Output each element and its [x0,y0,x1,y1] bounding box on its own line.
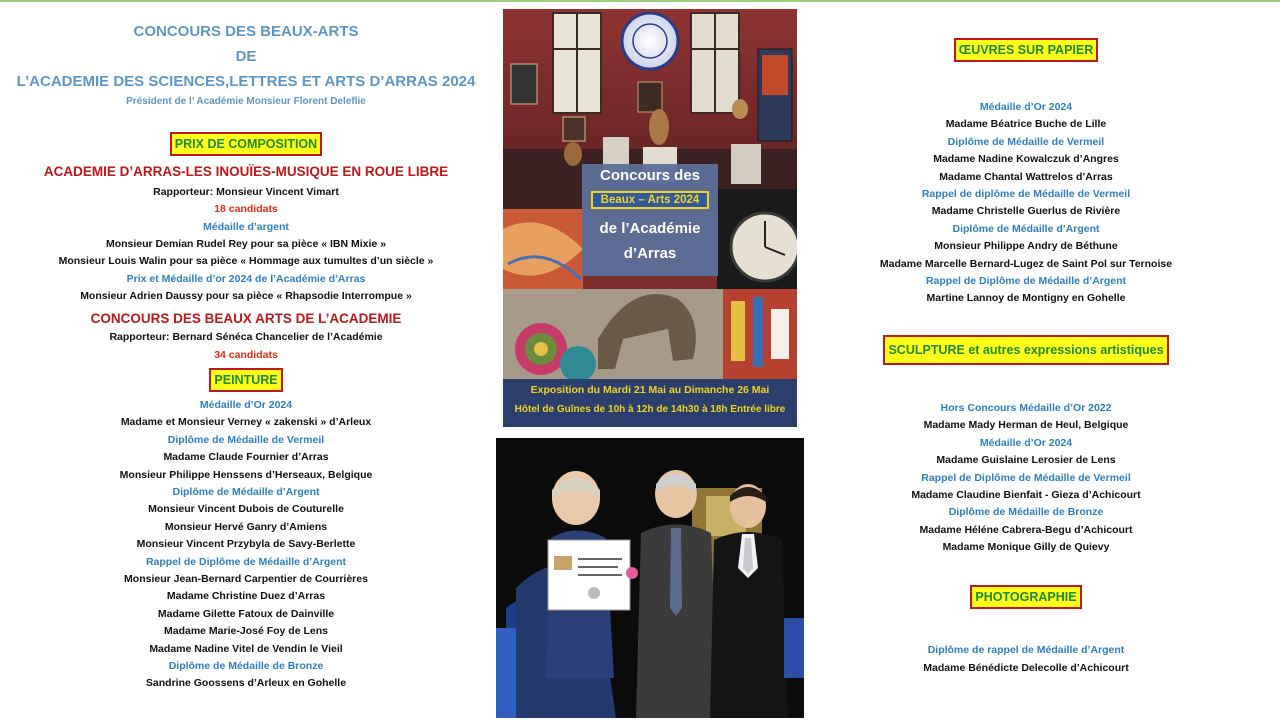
peinture-laureate: Monsieur Vincent Przybyla de Savy-Berlette [136,538,356,551]
poster-title-line-2: de l’Académie [599,220,701,237]
papier-laureate: Madame Nadine Kowalczuk d’Angres [933,153,1119,166]
header-line-1: CONCOURS DES BEAUX-ARTS [133,23,359,40]
sculpture-award-category: Diplôme de Médaille de Bronze [948,506,1104,519]
award-ceremony-photo [496,438,804,718]
peinture-award-category: Diplôme de Médaille d’Argent [172,486,320,498]
papier-laureate: Madame Christelle Guerlus de Rivière [931,205,1121,218]
oeuvres-papier-label: ŒUVRES SUR PAPIER [954,38,1099,62]
candidats-musique: 18 candidats [214,203,278,215]
sculpture-award-category: Médaille d’Or 2024 [979,436,1073,449]
papier-laureate: Madame Chantal Wattrelos d’Arras [939,170,1113,183]
laureat-musique-2: Monsieur Louis Walin pour sa pièce « Hommage aux tumultes d’un siècle » [58,255,434,267]
peinture-laureate: Monsieur Vincent Dubois de Couturelle [148,503,344,516]
exhibition-poster [503,9,797,427]
medaille-argent-musique: Médaille d’argent [203,221,289,233]
peinture-laureate: Sandrine Goossens d’Arleux en Gohelle [145,677,347,690]
papier-laureate: Madame Marcelle Bernard-Lugez de Saint Pol sur Ternoise [879,257,1173,270]
poster-expo-dates: Exposition du Mardi 21 Mai au Dimanche 26 Mai [530,384,770,396]
peinture-laureate: Monsieur Philippe Henssens d’Herseaux, Belgique [119,468,373,481]
papier-award-category: Rappel de diplôme de Médaille de Vermeil [921,188,1131,200]
header-line-2: DE [235,48,257,65]
ceremony-photo-image [496,438,804,718]
peinture-laureate: Madame Claude Fournier d’Arras [163,451,329,464]
poster-artwork [503,9,797,427]
candidats-concours: 34 candidats [214,349,278,361]
papier-laureate: Monsieur Philippe Andry de Béthune [934,240,1118,253]
rapporteur-concours: Rapporteur: Bernard Sénéca Chancelier de l’Académie [109,331,383,343]
peinture-laureate: Madame Nadine Vitel de Vendin le Vieil [149,642,343,655]
laureat-musique-1: Monsieur Demian Rudel Rey pour sa pièce « IBN Mixie » [105,238,387,250]
president-line: Président de l’ Académie Monsieur Florent Deleflie [126,96,366,107]
papier-award-category: Diplôme de Médaille d’Argent [952,222,1100,235]
peinture-award-category: Diplôme de Médaille de Vermeil [167,433,325,446]
photographie-laureate: Madame Bénédicte Delecolle d’Achicourt [923,662,1129,674]
sculpture-laureate: Madame Monique Gilly de Quievy [942,541,1110,554]
sculpture-laureate: Madame Héléne Cabrera-Begu d’Achicourt [919,523,1133,536]
papier-award-category: Médaille d’Or 2024 [979,101,1073,113]
sculpture-laureate: Madame Guislaine Lerosier de Lens [936,454,1116,467]
peinture-laureate: Monsieur Jean-Bernard Carpentier de Courrières [124,573,368,585]
peinture-award-category: Rappel de Diplôme de Médaille d’Argent [145,555,347,568]
sculpture-laureate: Madame Claudine Bienfait - Gieza d’Achicourt [911,489,1141,501]
poster-title-line-1: Concours des [599,167,701,184]
papier-laureate: Madame Béatrice Buche de Lille [945,118,1107,131]
peinture-laureate: Madame et Monsieur Verney « zakenski » d’Arleux [120,416,372,429]
poster-hotel-hours: Hôtel de Guînes de 10h à 12h de 14h30 à 18h Entrée libre [514,404,786,415]
sculpture-award-category: Rappel de Diplôme de Médaille de Vermeil [921,471,1131,484]
prix-or-musique: Prix et Médaille d’or 2024 de l’Académie d’Arras [126,273,366,285]
left-column [10,0,482,720]
poster-title-line-3: d’Arras [623,245,677,262]
prix-or-laureat: Monsieur Adrien Daussy pour sa pièce « Rhapsodie Interrompue » [80,290,412,302]
peinture-laureate: Monsieur Hervé Ganry d’Amiens [164,520,328,533]
peinture-laureate: Madame Christine Duez d’Arras [166,590,326,603]
right-column [826,0,1226,720]
sculpture-laureate: Madame Mady Herman de Heul, Belgique [923,419,1129,432]
peinture-label: PEINTURE [209,368,282,392]
photographie-label: PHOTOGRAPHIE [970,585,1081,609]
prix-composition-label: PRIX DE COMPOSITION [170,132,322,156]
sculpture-award-category: Hors Concours Médaille d’Or 2022 [940,402,1112,414]
peinture-laureate: Madame Marie-José Foy de Lens [164,625,328,638]
rapporteur-musique: Rapporteur: Monsieur Vincent Vimart [153,186,339,198]
papier-award-category: Diplôme de Médaille de Vermeil [947,135,1105,148]
peinture-laureate: Madame Gilette Fatoux de Dainville [157,607,335,620]
poster-title-box: Beaux – Arts 2024 [591,191,710,209]
header-line-3: L’ACADEMIE DES SCIENCES,LETTRES ET ARTS D’ARRAS 2024 [16,73,476,90]
sculpture-label: SCULPTURE et autres expressions artistiques [883,335,1168,365]
concours-section-title: CONCOURS DES BEAUX ARTS DE L’ACADEMIE [90,311,402,326]
papier-laureate: Martine Lannoy de Montigny en Gohelle [926,292,1126,305]
peinture-award-category: Diplôme de Médaille de Bronze [168,660,324,672]
academie-section-title: ACADEMIE D’ARRAS-LES INOUÏES-MUSIQUE EN ROUE LIBRE [43,164,449,179]
photographie-award-category: Diplôme de rappel de Médaille d’Argent [927,644,1125,656]
peinture-award-category: Médaille d’Or 2024 [199,399,293,411]
papier-award-category: Rappel de Diplôme de Médaille d’Argent [925,275,1127,287]
